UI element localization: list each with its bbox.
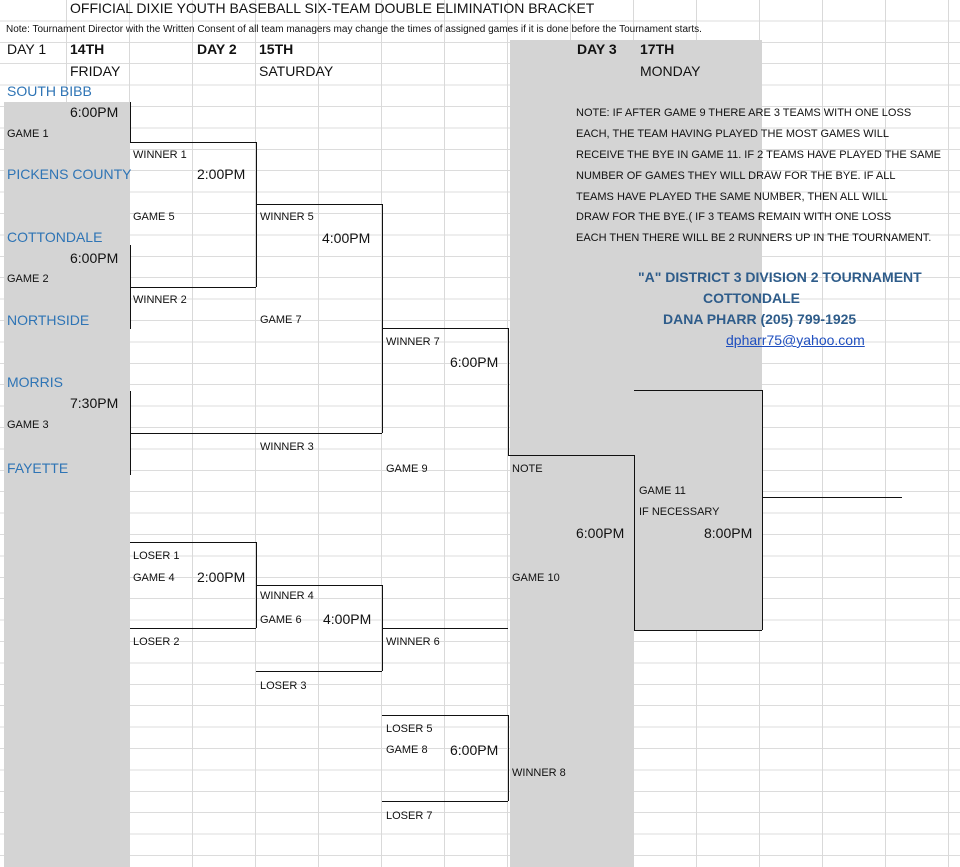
game1-time: 6:00PM bbox=[70, 104, 119, 120]
game11-label: GAME 11 bbox=[639, 485, 686, 497]
bye-note-line: NUMBER OF GAMES THEY WILL DRAW FOR THE BYE. IF ALL bbox=[576, 170, 896, 182]
winner3-slot: WINNER 3 bbox=[260, 441, 314, 453]
bracket-line bbox=[256, 671, 382, 672]
bracket-line bbox=[634, 455, 635, 630]
team-morris: MORRIS bbox=[7, 374, 63, 390]
game8-time: 6:00PM bbox=[450, 742, 499, 758]
tournament-name: "A" DISTRICT 3 DIVISION 2 TOURNAMENT bbox=[638, 269, 922, 285]
tournament-host: COTTONDALE bbox=[703, 290, 800, 306]
bracket-line bbox=[130, 391, 131, 475]
bye-note-line: EACH, THE TEAM HAVING PLAYED THE MOST GAMES WILL bbox=[576, 128, 889, 140]
bye-note-line: NOTE: IF AFTER GAME 9 THERE ARE 3 TEAMS WITH ONE LOSS bbox=[576, 107, 912, 119]
bye-note-line: RECEIVE THE BYE IN GAME 11. IF 2 TEAMS HAVE PLAYED THE SAME bbox=[576, 149, 941, 161]
team-northside: NORTHSIDE bbox=[7, 312, 90, 328]
team-pickens-county: PICKENS COUNTY bbox=[7, 166, 132, 182]
bracket-line bbox=[130, 287, 256, 288]
game8-label: GAME 8 bbox=[386, 744, 428, 756]
bracket-line bbox=[634, 390, 762, 391]
winner8-slot: WINNER 8 bbox=[512, 767, 566, 779]
team-cottondale: COTTONDALE bbox=[7, 229, 103, 245]
bye-note-line: TEAMS HAVE PLAYED THE SAME NUMBER, THEN ALL WILL bbox=[576, 191, 888, 203]
shaded-column-day1 bbox=[4, 102, 130, 867]
bye-note-line: EACH THEN THERE WILL BE 2 RUNNERS UP IN THE TOURNAMENT. bbox=[576, 232, 932, 244]
note-slot: NOTE bbox=[512, 463, 543, 475]
loser2-slot: LOSER 2 bbox=[133, 636, 180, 648]
tournament-note: Note: Tournament Director with the Written Consent of all team managers may change the times of assigned games if it is done before the Tournament starts. bbox=[6, 24, 702, 35]
bracket-line bbox=[256, 204, 382, 205]
game10-label: GAME 10 bbox=[512, 572, 560, 584]
game3-time: 7:30PM bbox=[70, 395, 119, 411]
game6-label: GAME 6 bbox=[260, 614, 302, 626]
loser5-slot: LOSER 5 bbox=[386, 723, 433, 735]
day2-date: 15TH bbox=[259, 41, 294, 57]
day3-date: 17TH bbox=[640, 41, 675, 57]
team-fayette: FAYETTE bbox=[7, 460, 69, 476]
bracket-line bbox=[130, 142, 256, 143]
game4-label: GAME 4 bbox=[133, 572, 175, 584]
game4-time: 2:00PM bbox=[197, 569, 246, 585]
loser3-slot: LOSER 3 bbox=[260, 680, 307, 692]
bye-note-line: DRAW FOR THE BYE.( IF 3 TEAMS REMAIN WITH ONE LOSS bbox=[576, 211, 892, 223]
game5-time: 2:00PM bbox=[197, 166, 246, 182]
if-necessary-label: IF NECESSARY bbox=[639, 506, 720, 518]
bracket-line bbox=[256, 224, 257, 287]
winner4-slot: WINNER 4 bbox=[260, 590, 314, 602]
loser1-slot: LOSER 1 bbox=[133, 550, 180, 562]
bracket-line bbox=[382, 204, 383, 433]
bracket-line bbox=[130, 245, 131, 329]
game2-time: 6:00PM bbox=[70, 250, 119, 266]
bracket-line bbox=[382, 801, 508, 802]
bracket-title: OFFICIAL DIXIE YOUTH BASEBALL SIX-TEAM DOUBLE ELIMINATION BRACKET bbox=[70, 0, 595, 16]
winner5-slot: WINNER 5 bbox=[260, 211, 314, 223]
bracket-line bbox=[634, 630, 762, 631]
game6-time: 4:00PM bbox=[323, 611, 372, 627]
winner7-slot: WINNER 7 bbox=[386, 336, 440, 348]
game9-label: GAME 9 bbox=[386, 463, 428, 475]
game10-time: 6:00PM bbox=[576, 525, 625, 541]
game5-label: GAME 5 bbox=[133, 211, 175, 223]
day2-weekday: SATURDAY bbox=[259, 63, 334, 79]
winner1-slot: WINNER 1 bbox=[133, 149, 187, 161]
bracket-line bbox=[508, 328, 509, 455]
loser7-slot: LOSER 7 bbox=[386, 810, 433, 822]
day1-label: DAY 1 bbox=[7, 41, 47, 57]
bracket-line bbox=[762, 497, 902, 498]
day1-date: 14TH bbox=[70, 41, 105, 57]
bracket-line bbox=[130, 433, 382, 434]
day3-weekday: MONDAY bbox=[640, 63, 701, 79]
team-south-bibb: SOUTH BIBB bbox=[7, 83, 92, 99]
game9-time: 6:00PM bbox=[450, 354, 499, 370]
game7-label: GAME 7 bbox=[260, 314, 302, 326]
winner2-slot: WINNER 2 bbox=[133, 294, 187, 306]
bracket-line bbox=[130, 102, 131, 142]
winner6-slot: WINNER 6 bbox=[386, 636, 440, 648]
bracket-line bbox=[382, 628, 508, 629]
bracket-line bbox=[382, 715, 508, 716]
tournament-contact: DANA PHARR (205) 799-1925 bbox=[663, 311, 857, 327]
bracket-line bbox=[762, 390, 763, 630]
game2-label: GAME 2 bbox=[7, 273, 49, 285]
contact-email-link[interactable]: dpharr75@yahoo.com bbox=[726, 332, 865, 348]
bracket-line bbox=[508, 455, 634, 456]
bracket-line bbox=[256, 585, 382, 586]
bracket-line bbox=[508, 715, 509, 801]
game7-time: 4:00PM bbox=[322, 230, 371, 246]
shaded-column-game10 bbox=[510, 390, 634, 867]
game1-label: GAME 1 bbox=[7, 128, 49, 140]
day1-weekday: FRIDAY bbox=[70, 63, 121, 79]
game11-time: 8:00PM bbox=[704, 525, 753, 541]
bracket-line bbox=[382, 328, 508, 329]
game3-label: GAME 3 bbox=[7, 419, 49, 431]
bracket-line bbox=[130, 542, 256, 543]
bracket-line bbox=[130, 628, 256, 629]
bracket-line bbox=[256, 142, 257, 224]
day3-label: DAY 3 bbox=[577, 41, 617, 57]
day2-label: DAY 2 bbox=[197, 41, 237, 57]
